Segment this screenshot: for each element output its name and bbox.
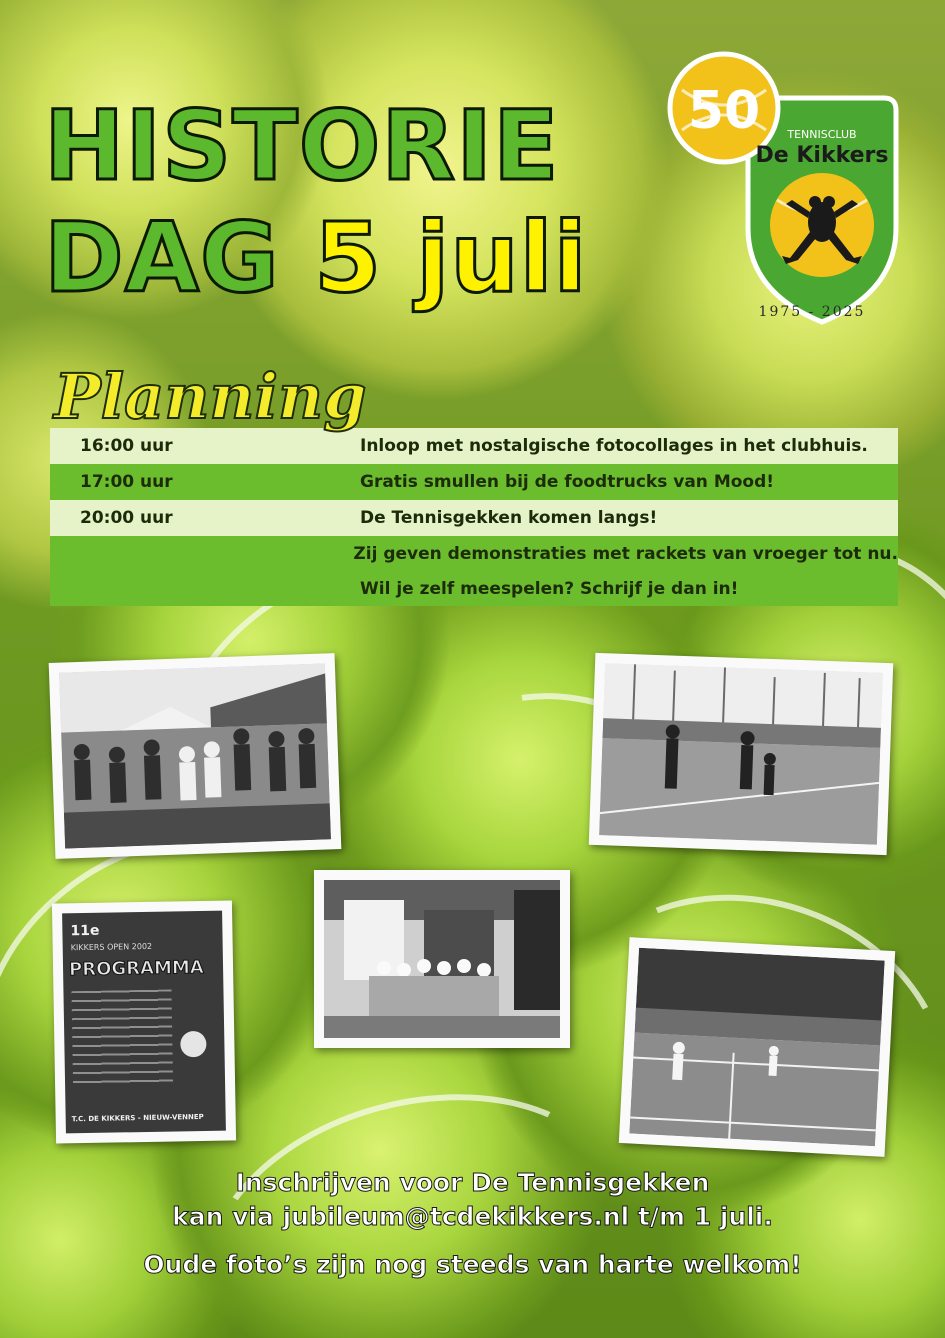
title-line-1: HISTORIE	[44, 90, 560, 202]
club-logo-graphic	[662, 50, 902, 340]
logo-years: 1975 - 2025	[758, 304, 866, 320]
programme-heading: PROGRAMMA	[68, 956, 204, 981]
programme-tournament: KIKKERS OPEN 2002	[70, 941, 153, 953]
schedule-row	[50, 428, 898, 464]
schedule-description: Gratis smullen bij de foodtrucks van Mood!	[360, 472, 775, 492]
footer-line-2: kan via jubileum@tcdekikkers.nl t/m 1 juli.	[172, 1202, 773, 1231]
schedule-row	[50, 536, 898, 571]
logo-club-name: De Kikkers	[755, 143, 889, 168]
schedule-time: 16:00 uur	[80, 436, 173, 456]
photo-tournament-programme	[52, 900, 236, 1143]
schedule-row	[50, 464, 898, 500]
schedule-time: 20:00 uur	[80, 508, 173, 528]
club-logo	[662, 50, 902, 340]
photo-court-players	[589, 653, 894, 855]
schedule-description: Inloop met nostalgische fotocollages in het clubhuis.	[360, 436, 868, 456]
schedule-time: 17:00 uur	[80, 472, 173, 492]
photo-court-match	[619, 937, 895, 1157]
photo-image	[599, 663, 883, 845]
title-line-2-prefix: DAG	[44, 202, 280, 314]
schedule-table	[50, 428, 898, 606]
schedule-description: Zij geven demonstraties met rackets van vroeger tot nu.	[353, 543, 898, 564]
logo-number: 50	[687, 81, 761, 141]
schedule-row	[50, 500, 898, 536]
photo-image	[59, 663, 331, 848]
photo-clubhouse-crowd	[49, 653, 342, 859]
event-title	[44, 90, 587, 314]
planning-heading: Planning	[54, 360, 367, 433]
schedule-description: De Tennisgekken komen langs!	[360, 508, 658, 528]
footer-line-1: Inschrijven voor De Tennisgekken	[235, 1168, 710, 1197]
logo-club-small: TENNISCLUB	[787, 128, 857, 141]
programme-logo	[180, 1031, 206, 1057]
title-date: 5 juli	[314, 202, 588, 314]
programme-poster	[62, 911, 226, 1134]
programme-text-block	[71, 990, 173, 1088]
photo-image	[324, 880, 560, 1038]
programme-footer: T.C. DE KIKKERS - NIEUW-VENNEP	[71, 1112, 204, 1124]
footer	[0, 1166, 945, 1282]
photo-image	[629, 948, 884, 1147]
photo-group	[314, 870, 570, 1048]
programme-edition: 11e	[70, 922, 100, 940]
schedule-description: Wil je zelf meespelen? Schrijf je dan in!	[360, 578, 739, 599]
schedule-row	[50, 571, 898, 606]
footer-line-3: Oude foto’s zijn nog steeds van harte welkom!	[143, 1250, 802, 1279]
